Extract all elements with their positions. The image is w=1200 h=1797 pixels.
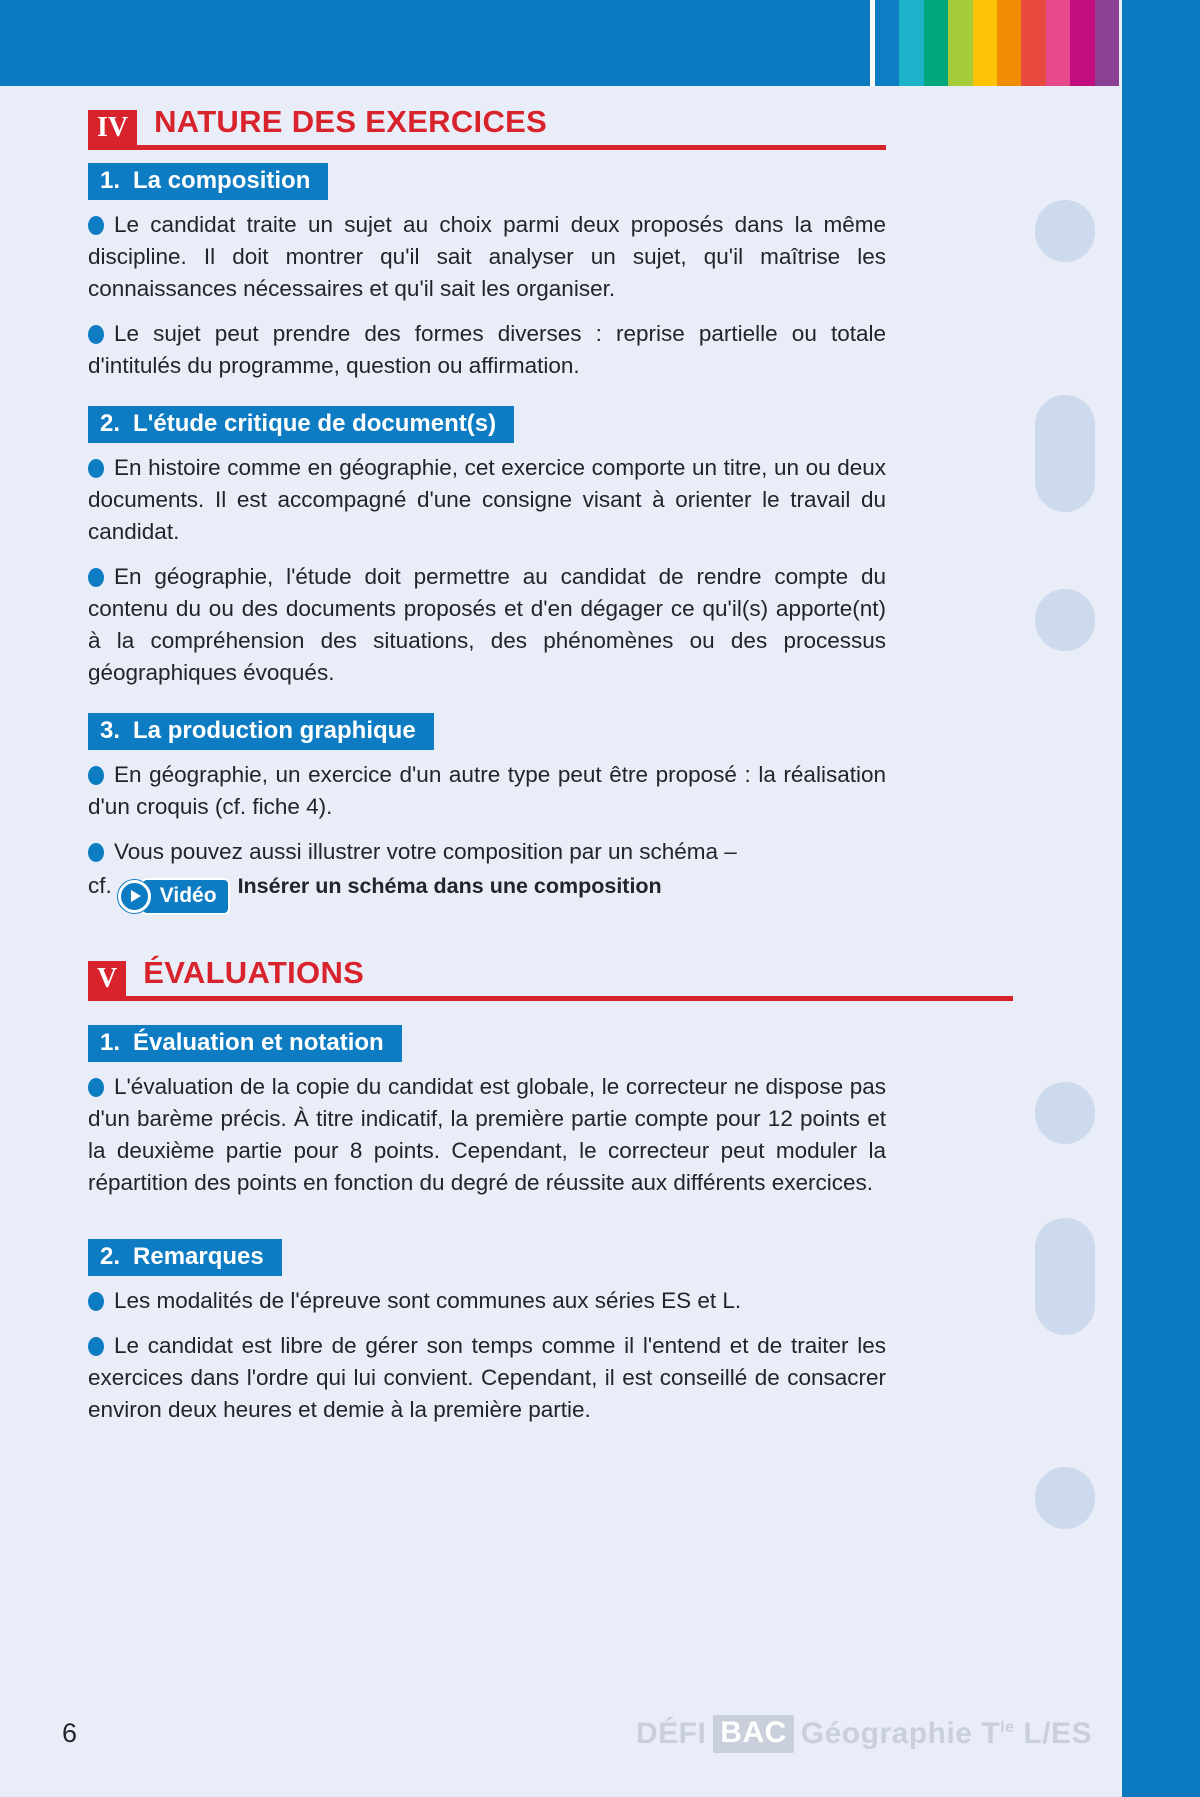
brand-series-text: Géographie T [800,1717,1001,1750]
subsection-heading-wrap [88,406,886,443]
bullet-icon [88,459,104,478]
brand-stripe [948,0,972,86]
paragraph-text: Les modalités de l'épreuve sont communes aux séries ES et L. [114,1287,742,1313]
body-paragraph [88,1330,886,1426]
play-icon [118,880,151,913]
video-reference-row [88,873,662,907]
subsection-heading-wrap [88,1239,886,1276]
section-title-nature-des-exercices: NATURE DES EXERCICES [154,104,548,139]
body-paragraph [88,1285,886,1317]
brand-defi: DÉFI [635,1717,707,1750]
section-header-v [88,955,1013,1001]
top-banner-blue [0,0,870,86]
subsection-number: 1. [100,167,121,194]
subsection-heading-production-graphique [88,713,434,750]
paragraph-text: En géographie, l'étude doit permettre au candidat de rendre compte du contenu du ou des documents proposés et d'en dégager ce qu'il(s) apporte(nt) à la compréhension des situations, des phénomènes ou des processus géographiques évoqués. [88,564,886,685]
paragraph-text: En histoire comme en géographie, cet exercice comporte un titre, un ou deux documents. Il est accompagné d'une consigne visant à orienter le travail du candidat. [88,455,886,544]
bullet-icon [88,843,104,862]
brand-stripe [924,0,948,86]
subsection-label: Évaluation et notation [133,1028,384,1056]
brand-stripe [1095,0,1119,86]
subsection-number: 1. [100,1028,121,1056]
subsection-label: L'étude critique de document(s) [133,410,497,437]
body-paragraph [88,452,886,548]
subsection-label: La composition [133,167,311,194]
subsection-heading-remarques [88,1239,282,1276]
brand-stripe [1021,0,1045,86]
subsection-label: Remarques [133,1242,264,1270]
paragraph-text: Le sujet peut prendre des formes diverses : reprise partielle ou totale d'intitulés du programme, question ou affirmation. [88,321,886,378]
subsection-heading-wrap [88,713,886,750]
body-paragraph [88,561,886,689]
brand-stripe [997,0,1021,86]
bullet-icon [88,1078,104,1097]
subsection-heading-etude-critique [88,406,514,443]
paragraph-text: Vous pouvez aussi illustrer votre composition par un schéma – [114,839,737,864]
paragraph-text: L'évaluation de la copie du candidat est globale, le correcteur ne dispose pas d'un barème précis. À titre indicatif, la première partie compte pour 12 points et la deuxième partie pour 8 points. Cependant, le correcteur peut moduler la répartition des points en fonction du degré de réussite aux différents exercices. [88,1073,886,1195]
section-header-iv [88,104,886,150]
bullet-icon [88,325,104,344]
paragraph-text: Le candidat traite un sujet au choix parmi deux proposés dans la même discipline. Il doit montrer qu'il sait analyser un sujet, qu'il maîtrise les connaissances nécessaires et qu'il sait les organiser. [88,212,886,301]
brand-bac-box: BAC [713,1715,794,1753]
body-paragraph [88,209,886,305]
bullet-icon [88,1337,104,1356]
brand-stripe [1070,0,1094,86]
brand-stripe [899,0,923,86]
subsection-label: La production graphique [133,717,416,744]
page-number: 6 [62,1718,78,1748]
bullet-icon [88,216,104,235]
brand-series [801,1717,1092,1751]
brand-stripe [875,0,899,86]
bullet-icon [88,1292,104,1311]
brand-stripes [875,0,1119,86]
section-numeral-box-iv: IV [88,110,137,145]
brand-series-sup: le [1000,1719,1015,1736]
rail-pill-circle-2 [1035,589,1095,651]
bullet-icon [88,568,104,587]
content-column [88,86,886,1426]
brand-stripe [1046,0,1070,86]
brand-series-tail: L/ES [1014,1717,1092,1750]
subsection-heading-evaluation-notation [88,1025,402,1062]
body-paragraph-with-video [88,836,886,915]
top-banner [0,0,1122,86]
rail-pill-capsule-2 [1035,1218,1095,1335]
rail-pill-circle-3 [1035,1082,1095,1144]
subsection-heading-la-composition [88,163,328,200]
footer-brand [636,1715,1092,1753]
subsection-number: 3. [100,717,121,744]
bullet-icon [88,766,104,785]
rail-pill-circle-1 [1035,200,1095,262]
right-edge-band [1122,0,1200,1797]
body-paragraph [88,759,886,823]
video-badge[interactable] [118,878,230,915]
subsection-number: 2. [100,1242,121,1270]
body-paragraph [88,318,886,382]
subsection-heading-wrap [88,163,886,200]
body-paragraph [88,1071,886,1199]
rail-pill-circle-4 [1035,1467,1095,1529]
video-caption: Insérer un schéma dans une composition [237,874,662,898]
rail-pill-capsule-1 [1035,395,1095,512]
video-cf-prefix: cf. [88,873,112,898]
brand-stripe [973,0,997,86]
paragraph-text: Le candidat est libre de gérer son temps comme il l'entend et de traiter les exercices dans l'ordre qui lui convient. Cependant, il est conseillé de consacrer environ deux heures et demie à la première partie. [88,1332,886,1422]
video-badge-label: Vidéo [141,878,230,915]
section-numeral-box-v: V [88,961,126,996]
subsection-number: 2. [100,410,121,437]
section-title-evaluations: ÉVALUATIONS [143,954,365,990]
subsection-heading-wrap [88,1025,886,1062]
paragraph-text: En géographie, un exercice d'un autre type peut être proposé : la réalisation d'un croquis (cf. fiche 4). [88,762,886,819]
